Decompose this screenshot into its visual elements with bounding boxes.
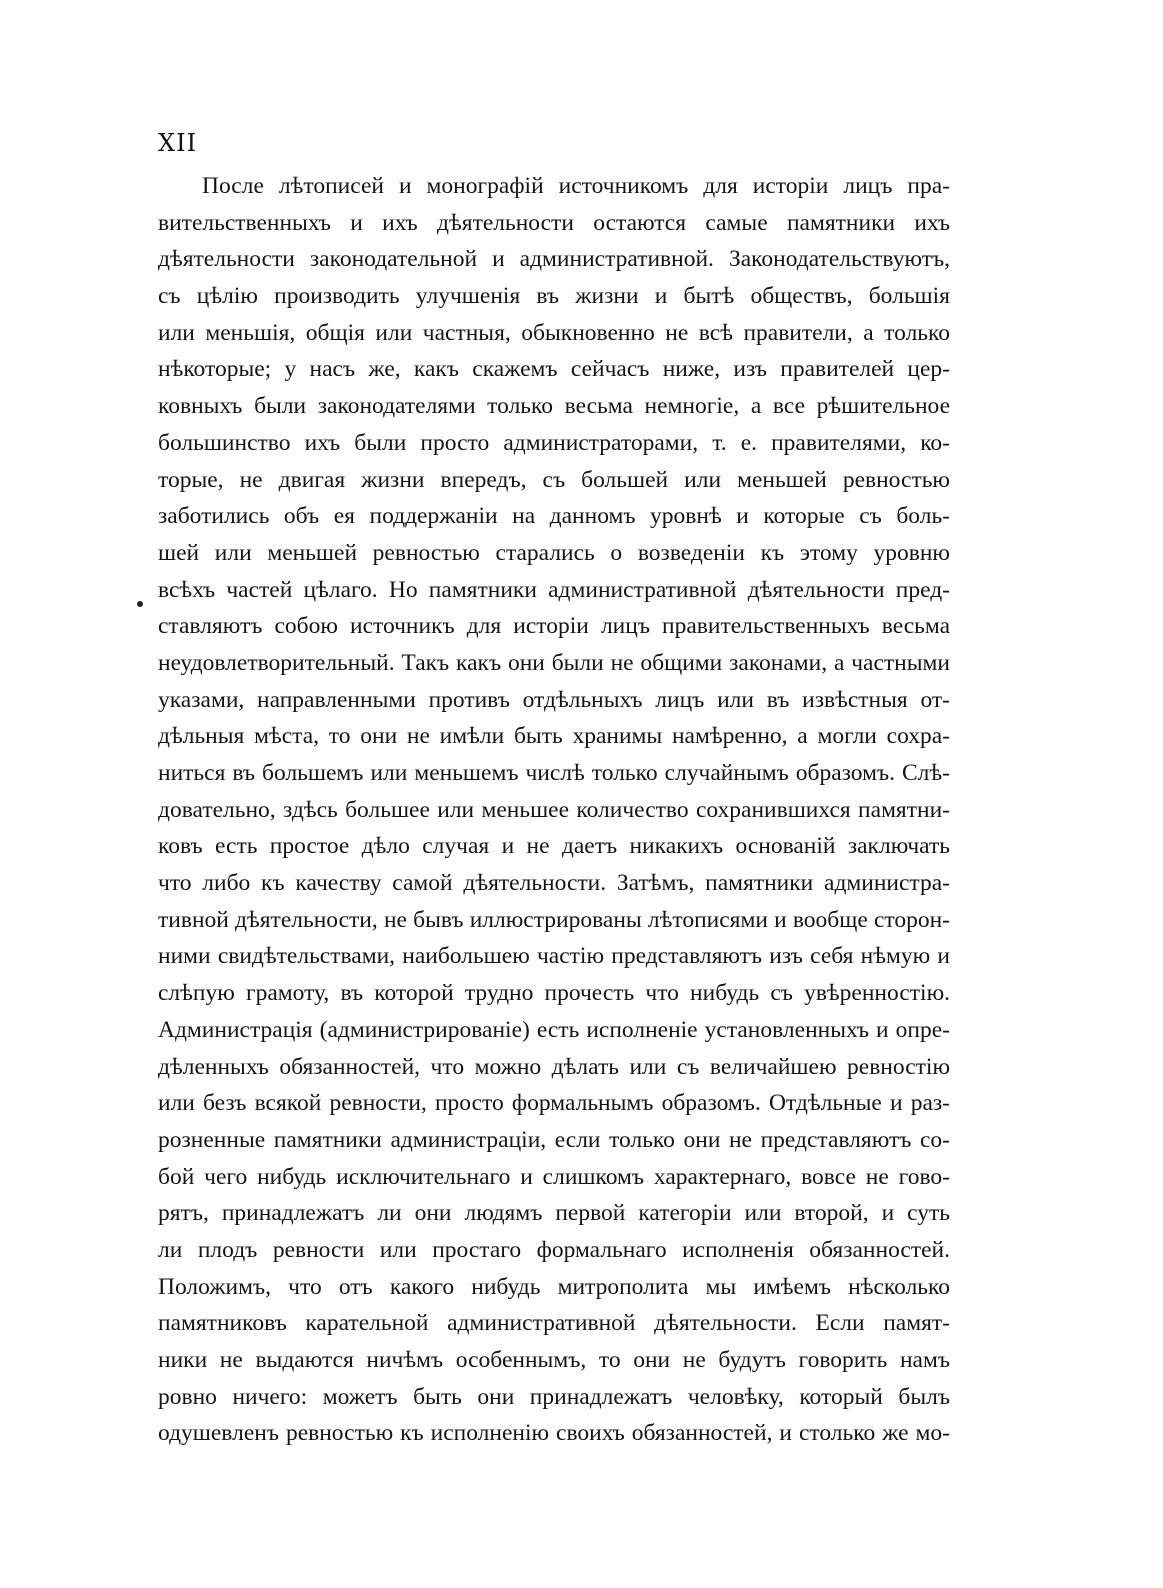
text-line: неудовлетворительный. Такъ какъ они были не общими законами, а частными [158, 649, 950, 676]
text-line: Администрація (администрированіе) есть исполненіе установленныхъ и опре- [158, 1016, 950, 1043]
text-line: ковъ есть простое дѣло случая и не даетъ никакихъ основаній заключать [158, 833, 950, 860]
text-line: ники не выдаются ничѣмъ особеннымъ, то они не будутъ говорить намъ [158, 1347, 950, 1373]
text-line: После лѣтописей и монографій источникомъ для исторіи лицъ пра- [202, 173, 950, 199]
text-line: ставляютъ собою источникъ для исторіи лицъ правительственныхъ весьма [158, 613, 950, 640]
text-line: торые, не двигая жизни впередъ, съ большей или меньшей ревностью [158, 466, 950, 493]
text-line: дѣленныхъ обязанностей, что можно дѣлать или съ величайшею ревностію [158, 1053, 950, 1080]
text-line: рятъ, принадлежатъ ли они людямъ первой категоріи или второй, и суть [158, 1200, 950, 1227]
margin-ink-mark [137, 601, 143, 607]
page-number: XII [158, 129, 198, 157]
text-line: или меньшія, общія или частныя, обыкновенно не всѣ правители, а только [158, 319, 950, 346]
text-line: большинство ихъ были просто администраторами, т. е. правителями, ко- [158, 429, 950, 456]
text-line: розненные памятники администраціи, если только они не представляютъ со- [158, 1126, 950, 1153]
text-line: что либо къ качеству самой дѣятельности. Затѣмъ, памятники администра- [158, 870, 950, 897]
body-text [158, 168, 950, 1452]
text-line: указами, направленными противъ отдѣльныхъ лицъ или въ извѣстныя от- [158, 686, 950, 713]
text-line: тивной дѣятельности, не бывъ иллюстрированы лѣтописями и вообще сторон- [158, 906, 950, 933]
text-line: или безъ всякой ревности, просто формальнымъ образомъ. Отдѣльные и раз- [158, 1090, 950, 1117]
text-line: бой чего нибудь исключительнаго и слишкомъ характернаго, вовсе не гово- [158, 1163, 950, 1190]
text-line: всѣхъ частей цѣлаго. Но памятники административной дѣятельности пред- [158, 576, 950, 603]
text-line: дѣльныя мѣста, то они не имѣли быть хранимы намѣренно, а могли сохра- [158, 723, 950, 750]
text-line: ровно ничего: можетъ быть они принадлежатъ человѣку, который былъ [158, 1383, 950, 1410]
text-line: ковныхъ были законодателями только весьма немногіе, а все рѣшительное [158, 393, 950, 420]
text-line: слѣпую грамоту, въ которой трудно прочесть что нибудь съ увѣренностію. [158, 980, 950, 1007]
text-line: дѣятельности законодательной и административной. Законодательствуютъ, [158, 246, 950, 273]
text-line: ли плодъ ревности или простаго формальнаго исполненія обязанностей. [158, 1236, 950, 1263]
text-line: ними свидѣтельствами, наибольшею частію представляютъ изъ себя нѣмую и [158, 943, 950, 970]
text-line: довательно, здѣсь большее или меньшее количество сохранившихся памятни- [158, 796, 950, 823]
text-line: нѣкоторые; у насъ же, какъ скажемъ сейчасъ ниже, изъ правителей цер- [158, 356, 950, 383]
text-line: одушевленъ ревностью къ исполненію своихъ обязанностей, и столько же мо- [158, 1420, 950, 1447]
text-line: Положимъ, что отъ какого нибудь митрополита мы имѣемъ нѣсколько [158, 1273, 950, 1300]
text-line: памятниковъ карательной административной дѣятельности. Если памят- [158, 1310, 950, 1337]
text-line: шей или меньшей ревностью старались о возведеніи къ этому уровню [158, 539, 950, 566]
text-line: заботились объ ея поддержаніи на данномъ уровнѣ и которые съ боль- [158, 503, 950, 530]
text-line: вительственныхъ и ихъ дѣятельности остаются самые памятники ихъ [158, 209, 950, 236]
text-line: съ цѣлію производить улучшенія въ жизни и бытѣ обществъ, большія [158, 283, 950, 310]
text-line: ниться въ большемъ или меньшемъ числѣ только случайнымъ образомъ. Слѣ- [158, 760, 950, 786]
